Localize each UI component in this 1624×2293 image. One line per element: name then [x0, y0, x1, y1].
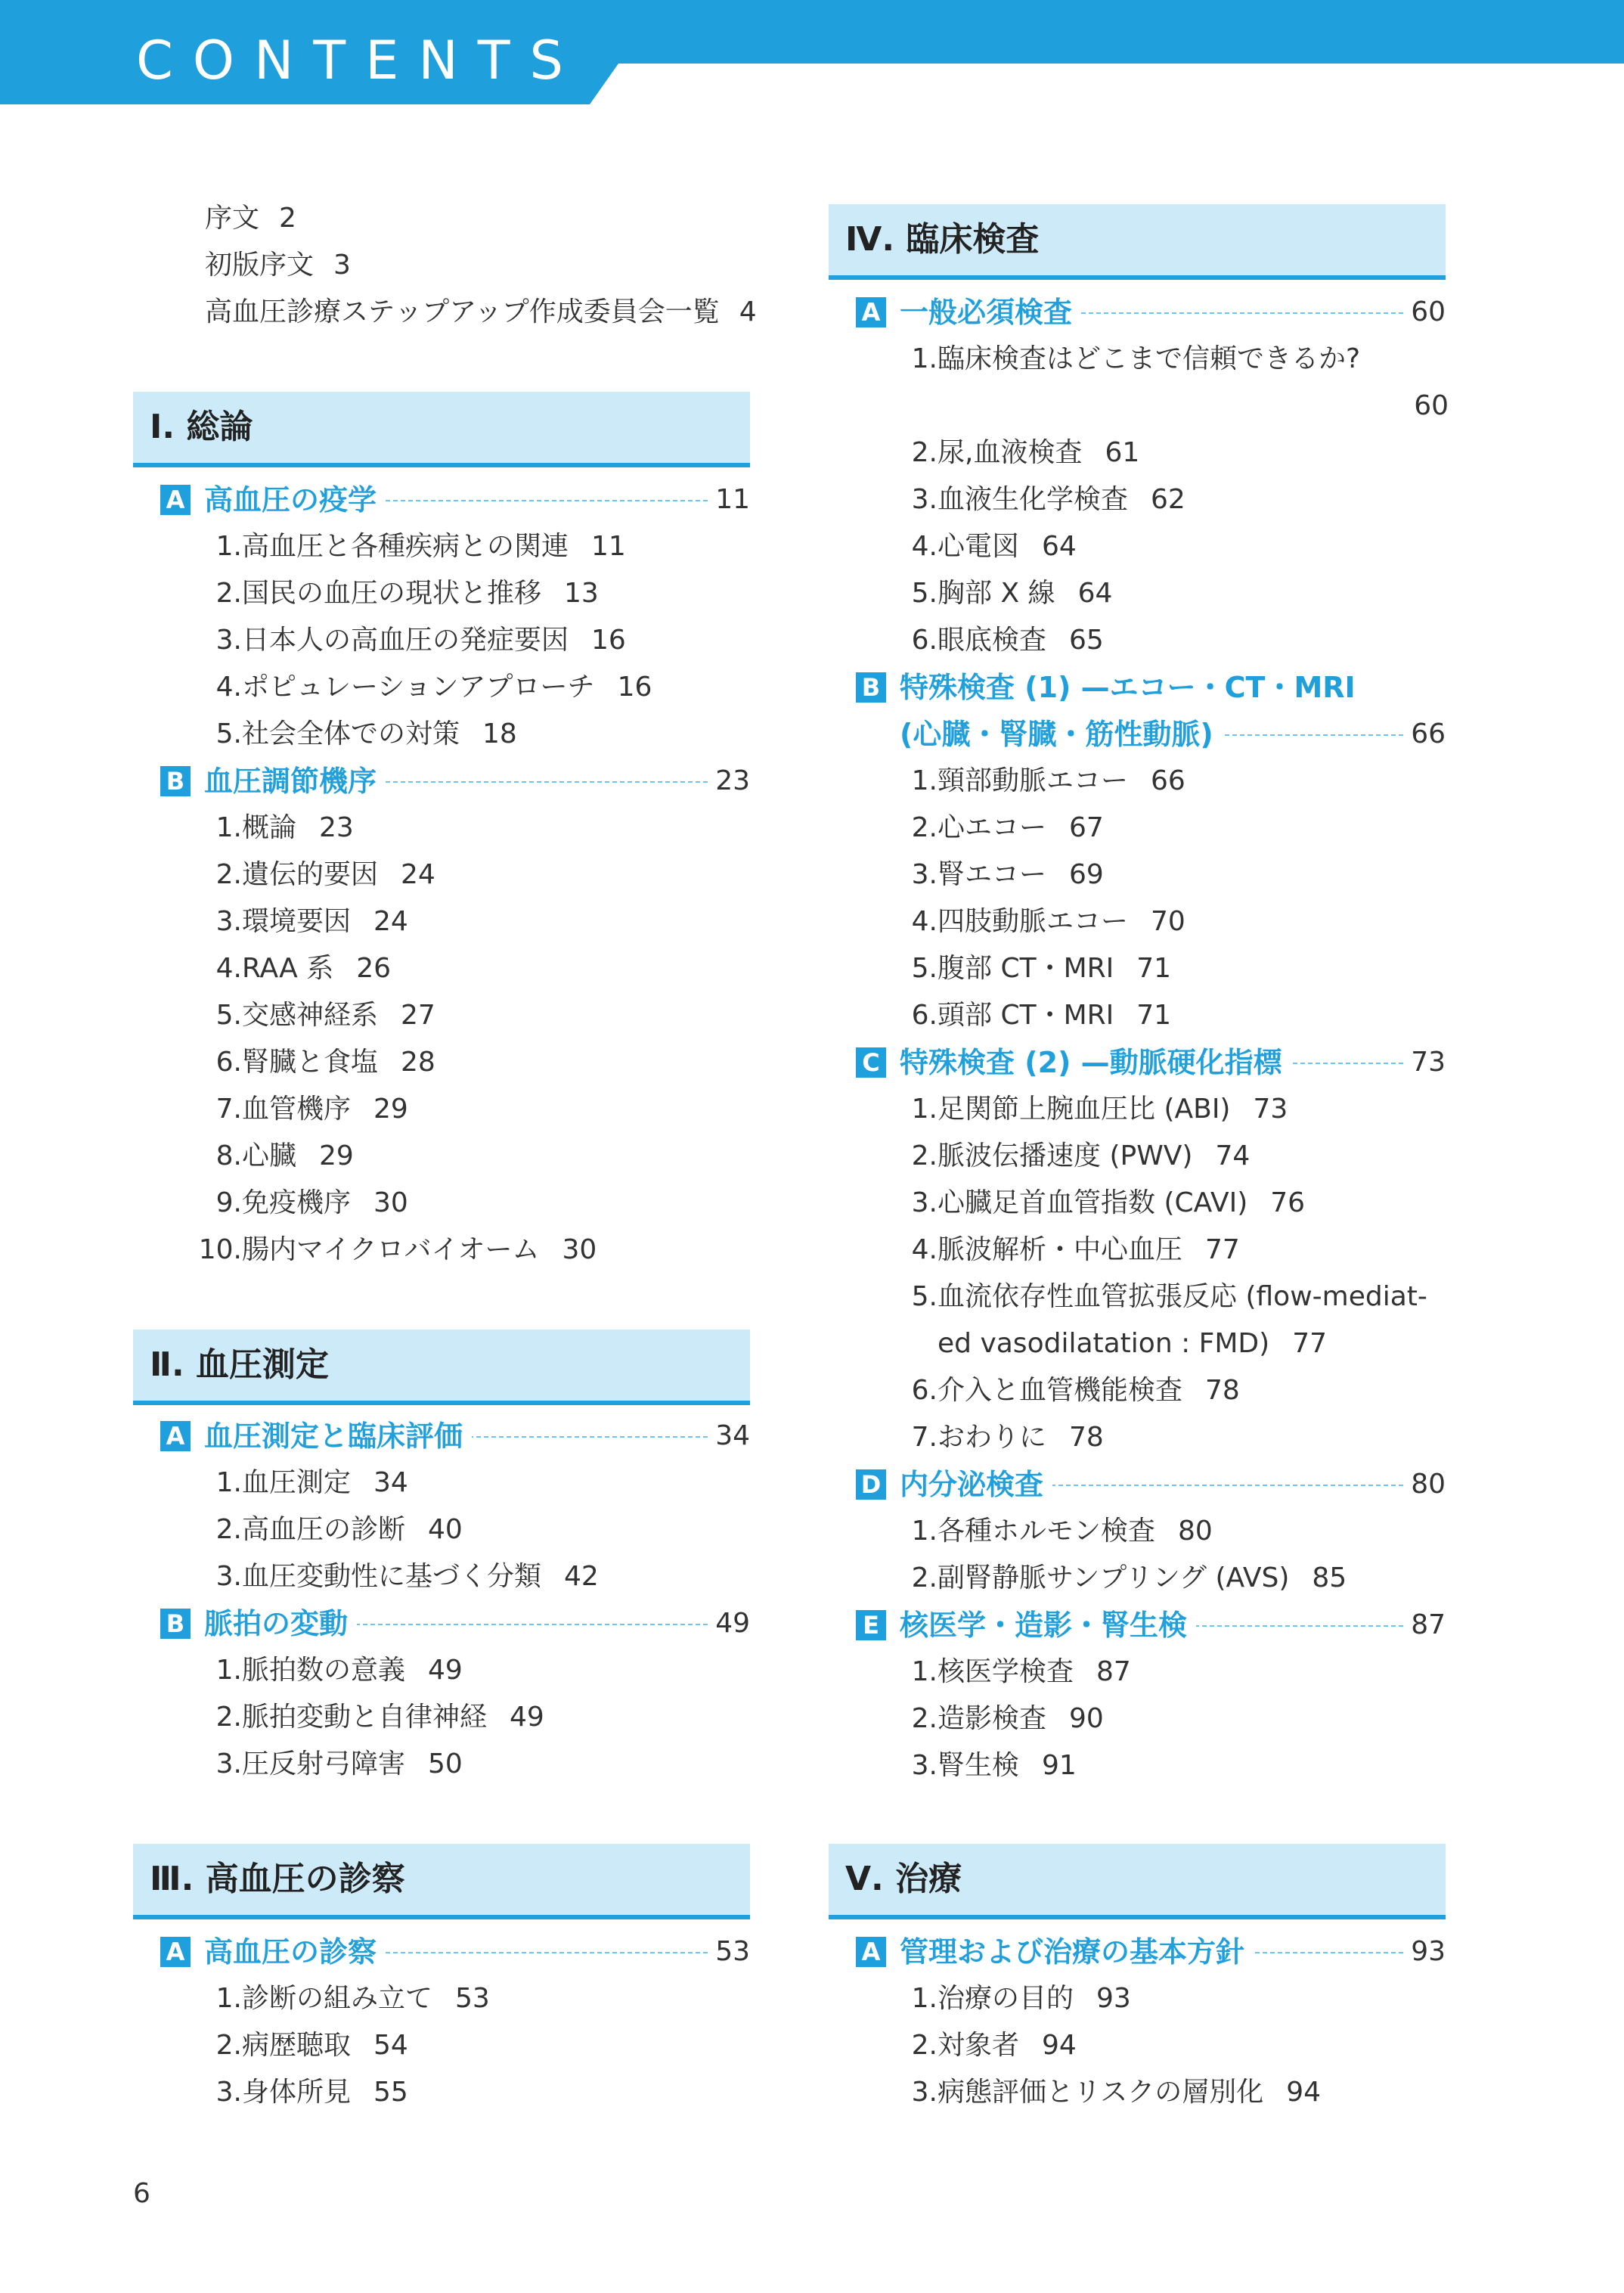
section-letter-badge: A — [856, 1937, 886, 1967]
section-title-line2: (心臓・腎臓・筋性動脈) — [900, 711, 1223, 758]
page-ref: 94 — [1042, 2030, 1077, 2061]
item-text: 尿,血液検査 — [938, 437, 1083, 468]
item-text: 血管機序 — [242, 1094, 352, 1125]
page-ref: 18 — [482, 718, 517, 749]
page-ref: 71 — [1136, 1000, 1172, 1031]
toc-item[interactable] — [894, 1180, 1305, 1227]
chapter-title: Ⅲ. 高血圧の診察 — [150, 1860, 405, 1898]
section-letter-badge: A — [160, 1937, 191, 1967]
section-title: 脈拍の変動 — [204, 1600, 357, 1647]
section-heading[interactable] — [856, 289, 1446, 336]
item-number: 7. — [215, 1094, 242, 1125]
page-ref: 50 — [428, 1748, 463, 1779]
toc-item[interactable] — [198, 570, 599, 617]
item-text: 交感神経系 — [242, 1000, 379, 1031]
item-number: 1. — [911, 765, 938, 796]
item-text: 治療の目的 — [938, 1983, 1074, 2014]
item-text: おわりに — [938, 1422, 1047, 1453]
item-number: 3. — [215, 1748, 242, 1779]
item-text: 脈波伝播速度 (PWV) — [938, 1140, 1193, 1171]
page-ref: 61 — [1105, 437, 1140, 468]
page-ref: 16 — [617, 672, 652, 703]
toc-item[interactable] — [198, 1694, 544, 1741]
page-ref: 90 — [1069, 1703, 1104, 1734]
chapter-heading[interactable] — [133, 392, 750, 467]
item-text: 社会全体での対策 — [242, 718, 460, 749]
page-ref: 13 — [564, 578, 599, 609]
item-number: 5. — [215, 1000, 242, 1031]
page-ref: 66 — [1411, 718, 1446, 749]
item-text: 血流依存性血管拡張反応 (flow-mediat- — [938, 1281, 1427, 1312]
preface-item[interactable] — [205, 195, 296, 242]
item-text: 日本人の高血圧の発症要因 — [242, 625, 569, 656]
section-heading[interactable] — [160, 758, 750, 805]
chapter-title: Ⅱ. 血圧測定 — [150, 1345, 330, 1384]
section-title: 特殊検査 (2) —動脈硬化指標 — [900, 1039, 1291, 1086]
item-text: 概論 — [242, 812, 297, 843]
item-number: 2. — [215, 2030, 242, 2061]
item-text: 病態評価とリスクの層別化 — [938, 2077, 1264, 2108]
preface-text: 序文 — [205, 203, 260, 234]
item-text: 心臓足首血管指数 (CAVI) — [938, 1187, 1248, 1218]
toc-item[interactable] — [198, 852, 435, 898]
item-number: 5. — [911, 1281, 938, 1312]
toc-item[interactable] — [894, 2069, 1321, 2116]
chapter-title: Ⅰ. 総論 — [150, 408, 253, 446]
toc-item[interactable] — [894, 1086, 1288, 1133]
item-text: 副腎静脈サンプリング (AVS) — [938, 1562, 1290, 1593]
item-text: 圧反射弓障害 — [242, 1748, 406, 1779]
toc-item[interactable] — [198, 1039, 435, 1086]
section-heading[interactable] — [160, 476, 750, 523]
item-number: 1. — [215, 812, 242, 843]
item-number: 6. — [215, 1047, 242, 1078]
chapter-heading[interactable] — [829, 204, 1446, 280]
toc-item[interactable] — [894, 430, 1139, 476]
chapter-heading[interactable] — [133, 1330, 750, 1405]
section-title: 一般必須検査 — [900, 289, 1081, 336]
item-number: 2. — [911, 1703, 938, 1734]
toc-item[interactable] — [198, 2022, 408, 2069]
item-text: 診断の組み立て — [242, 1983, 433, 2014]
item-text: 環境要因 — [242, 906, 352, 937]
item-text: 免疫機序 — [242, 1187, 352, 1218]
page-ref: 64 — [1042, 531, 1077, 562]
section-heading[interactable] — [856, 1461, 1446, 1508]
page-ref: 11 — [591, 531, 626, 562]
page-ref: 85 — [1312, 1562, 1347, 1593]
toc-item-continued[interactable] — [894, 1320, 1327, 1367]
toc-item[interactable] — [198, 1133, 354, 1180]
item-number: 1. — [911, 1094, 938, 1125]
toc-item[interactable] — [198, 1086, 408, 1133]
page-ref: 93 — [1411, 1936, 1446, 1967]
toc-item[interactable] — [894, 617, 1104, 664]
item-number: 3. — [911, 859, 938, 890]
section-heading[interactable] — [856, 664, 1446, 711]
item-text: 遺伝的要因 — [242, 859, 379, 890]
toc-item[interactable] — [198, 1180, 408, 1227]
toc-item[interactable] — [894, 1742, 1077, 1789]
item-number: 3. — [911, 484, 938, 515]
item-text: 頸部動脈エコー — [938, 765, 1129, 796]
item-number: 7. — [911, 1422, 938, 1453]
page-ref: 23 — [715, 765, 750, 796]
item-text: 腎エコー — [938, 859, 1047, 890]
item-number: 4. — [911, 531, 938, 562]
item-text-line2: ed vasodilatation : FMD) — [938, 1328, 1270, 1359]
item-number: 5. — [911, 953, 938, 984]
item-number: 1. — [911, 1983, 938, 2014]
toc-item[interactable] — [198, 1553, 599, 1600]
section-letter-badge: B — [160, 766, 191, 796]
page-ref: 30 — [373, 1187, 408, 1218]
section-title: 管理および治療の基本方針 — [900, 1928, 1254, 1975]
page-ref: 16 — [591, 625, 626, 656]
section-heading[interactable] — [160, 1413, 750, 1460]
page-ref: 60 — [1411, 296, 1446, 327]
item-number: 3. — [911, 1187, 938, 1218]
item-text: 造影検査 — [938, 1703, 1047, 1734]
page-ref: 77 — [1292, 1328, 1328, 1359]
page-ref: 87 — [1411, 1609, 1446, 1640]
item-number: 2. — [215, 1702, 242, 1733]
toc-item[interactable] — [198, 945, 391, 992]
section-letter-badge: E — [856, 1610, 886, 1640]
page-ref: 26 — [356, 953, 392, 984]
page-title: CONTENTS — [136, 29, 583, 92]
section-heading-continued[interactable] — [856, 711, 1446, 758]
page-ref: 27 — [401, 1000, 435, 1031]
toc-item[interactable] — [894, 476, 1185, 523]
toc-item[interactable] — [894, 1696, 1104, 1742]
toc-item[interactable] — [894, 1649, 1131, 1696]
item-text: 心電図 — [938, 531, 1020, 562]
item-text: 高血圧の診断 — [242, 1514, 406, 1545]
page-ref: 23 — [319, 812, 354, 843]
page-ref: 91 — [1042, 1750, 1077, 1781]
preface-item[interactable] — [205, 289, 757, 336]
toc-item[interactable] — [894, 1367, 1240, 1414]
toc-item[interactable] — [894, 1227, 1240, 1274]
toc-item[interactable] — [198, 1975, 490, 2022]
section-heading[interactable] — [856, 1928, 1446, 1975]
toc-item[interactable] — [894, 945, 1171, 992]
page-ref: 34 — [373, 1467, 408, 1498]
page-ref: 87 — [1096, 1656, 1131, 1687]
toc-item[interactable] — [894, 805, 1104, 852]
page-ref: 54 — [373, 2030, 408, 2061]
page-ref: 49 — [510, 1702, 544, 1733]
page-ref: 24 — [373, 906, 408, 937]
section-letter-badge: B — [856, 672, 886, 703]
item-number: 4. — [911, 1234, 938, 1265]
item-text: 四肢動脈エコー — [938, 906, 1129, 937]
page-ref: 29 — [319, 1140, 354, 1171]
page-ref: 78 — [1069, 1422, 1104, 1453]
item-text: 核医学検査 — [938, 1656, 1074, 1687]
page-ref: 11 — [715, 484, 750, 515]
item-number: 3. — [215, 906, 242, 937]
item-text: 対象者 — [938, 2030, 1020, 2061]
item-number: 2. — [911, 1140, 938, 1171]
page-ref: 77 — [1205, 1234, 1240, 1265]
item-number: 1. — [911, 1656, 938, 1687]
page-ref: 2 — [279, 203, 296, 234]
page-ref: 73 — [1253, 1094, 1288, 1125]
item-number: 4. — [215, 953, 242, 984]
page-ref: 49 — [428, 1655, 463, 1686]
item-text: 血液生化学検査 — [938, 484, 1129, 515]
page-ref: 49 — [715, 1608, 750, 1639]
item-text: 高血圧と各種疾病との関連 — [242, 531, 569, 562]
chapter-title: Ⅴ. 治療 — [845, 1860, 962, 1898]
item-text: 血圧変動性に基づく分類 — [242, 1561, 542, 1592]
item-text: 病歴聴取 — [242, 2030, 352, 2061]
item-text: 腎臓と食塩 — [242, 1047, 379, 1078]
page-ref: 40 — [428, 1514, 463, 1545]
page-ref: 80 — [1411, 1469, 1446, 1500]
page-ref: 62 — [1151, 484, 1185, 515]
toc-item[interactable] — [198, 617, 626, 664]
page-ref-continued: 60 — [1414, 390, 1449, 421]
page-ref: 29 — [373, 1094, 408, 1125]
section-letter-badge: C — [856, 1047, 886, 1078]
item-number: 6. — [911, 1375, 938, 1406]
toc-item[interactable] — [894, 898, 1185, 945]
preface-text: 高血圧診療ステップアップ作成委員会一覧 — [205, 296, 720, 327]
page-ref: 67 — [1069, 812, 1104, 843]
toc-item[interactable] — [198, 992, 435, 1039]
item-number: 1. — [215, 1655, 242, 1686]
page-ref: 42 — [564, 1561, 599, 1592]
page-ref: 28 — [401, 1047, 435, 1078]
item-number: 8. — [215, 1140, 242, 1171]
toc-item[interactable] — [198, 898, 408, 945]
page-ref: 71 — [1136, 953, 1172, 984]
page-ref: 3 — [333, 250, 351, 281]
toc-item[interactable] — [894, 2022, 1077, 2069]
page-ref: 94 — [1286, 2077, 1322, 2108]
item-number: 4. — [911, 906, 938, 937]
toc-item[interactable] — [198, 1647, 463, 1694]
toc-item[interactable] — [198, 523, 626, 570]
item-text: 身体所見 — [242, 2077, 352, 2108]
preface-item[interactable] — [205, 242, 351, 289]
item-text: 腸内マイクロバイオーム — [242, 1234, 540, 1265]
toc-item[interactable] — [894, 992, 1171, 1039]
page-ref: 55 — [373, 2077, 408, 2108]
item-number: 1. — [911, 1516, 938, 1547]
toc-item[interactable] — [198, 805, 354, 852]
section-title: 血圧測定と臨床評価 — [204, 1413, 472, 1460]
item-text: 臨床検査はどこまで信頼できるか? — [938, 343, 1361, 374]
page-number: 6 — [133, 2178, 150, 2209]
item-number: 3. — [911, 2077, 938, 2108]
section-letter-badge: B — [160, 1609, 191, 1639]
toc-item[interactable] — [198, 1460, 408, 1506]
toc-item[interactable] — [198, 711, 517, 758]
section-heading[interactable] — [856, 1602, 1446, 1649]
item-text: ポピュレーションアプローチ — [242, 672, 595, 703]
page-ref: 74 — [1215, 1140, 1251, 1171]
page-ref: 69 — [1069, 859, 1104, 890]
page-ref: 66 — [1151, 765, 1185, 796]
item-number: 2. — [911, 1562, 938, 1593]
toc-item[interactable] — [894, 1508, 1213, 1555]
item-number: 9. — [215, 1187, 242, 1218]
item-text: 心エコー — [938, 812, 1047, 843]
item-number: 1. — [911, 343, 938, 374]
page-ref: 30 — [562, 1234, 597, 1265]
toc-item[interactable] — [894, 1414, 1104, 1461]
item-text: 心臓 — [242, 1140, 297, 1171]
section-letter-badge: D — [856, 1469, 886, 1500]
item-number: 3. — [215, 1561, 242, 1592]
page-ref: 34 — [715, 1420, 750, 1451]
item-number: 2. — [911, 812, 938, 843]
item-text: 脈拍数の意義 — [242, 1655, 406, 1686]
page-ref: 80 — [1178, 1516, 1213, 1547]
item-number: 1. — [215, 531, 242, 562]
item-number: 6. — [911, 625, 938, 656]
item-number: 2. — [911, 437, 938, 468]
toc-item[interactable] — [198, 664, 652, 711]
section-title: 高血圧の診察 — [204, 1928, 386, 1975]
toc-item[interactable] — [894, 336, 1360, 383]
item-text: 頭部 CT・MRI — [938, 1000, 1114, 1031]
section-title: 血圧調節機序 — [204, 758, 386, 805]
item-number: 5. — [215, 718, 242, 749]
page-ref: 4 — [739, 296, 757, 327]
contents-banner — [0, 0, 1624, 104]
item-text: 腹部 CT・MRI — [938, 953, 1114, 984]
toc-item[interactable] — [894, 523, 1077, 570]
item-text: 腎生検 — [938, 1750, 1020, 1781]
chapter-heading[interactable] — [829, 1844, 1446, 1919]
section-heading[interactable] — [160, 1928, 750, 1975]
toc-item[interactable] — [894, 1555, 1347, 1602]
item-text: RAA 系 — [242, 953, 334, 984]
section-title: 核医学・造影・腎生検 — [900, 1602, 1196, 1649]
section-letter-badge: A — [160, 1421, 191, 1451]
item-text: 足関節上腕血圧比 (ABI) — [938, 1094, 1231, 1125]
page-ref: 53 — [455, 1983, 490, 2014]
section-letter-badge: A — [856, 297, 886, 327]
page-ref: 65 — [1069, 625, 1104, 656]
toc-item[interactable] — [894, 1975, 1131, 2022]
page-ref: 53 — [715, 1936, 750, 1967]
chapter-heading[interactable] — [133, 1844, 750, 1919]
section-heading[interactable] — [856, 1039, 1446, 1086]
section-heading[interactable] — [160, 1600, 750, 1647]
item-text: 各種ホルモン検査 — [938, 1516, 1156, 1547]
item-number: 3. — [215, 625, 242, 656]
item-number: 1. — [215, 1983, 242, 2014]
item-text: 国民の血圧の現状と推移 — [242, 578, 542, 609]
item-number: 6. — [911, 1000, 938, 1031]
chapter-title: Ⅳ. 臨床検査 — [845, 220, 1040, 259]
item-number: 1. — [215, 1467, 242, 1498]
toc-item[interactable] — [198, 1741, 463, 1788]
item-number: 4. — [215, 672, 242, 703]
toc-item[interactable] — [198, 2069, 408, 2116]
toc-item[interactable] — [894, 1133, 1250, 1180]
item-number: 2. — [911, 2030, 938, 2061]
page-ref: 73 — [1411, 1047, 1446, 1078]
item-text: 血圧測定 — [242, 1467, 352, 1498]
toc-item[interactable] — [894, 570, 1112, 617]
page-ref: 78 — [1205, 1375, 1240, 1406]
item-number: 3. — [911, 1750, 938, 1781]
item-number: 2. — [215, 1514, 242, 1545]
section-title: 内分泌検査 — [900, 1461, 1052, 1508]
toc-item[interactable] — [894, 852, 1104, 898]
preface-text: 初版序文 — [205, 250, 315, 281]
toc-item[interactable] — [198, 1227, 597, 1274]
page-ref: 70 — [1151, 906, 1185, 937]
item-text: 眼底検査 — [938, 625, 1047, 656]
item-number: 2. — [215, 859, 242, 890]
item-number: 5. — [911, 578, 938, 609]
item-number: 2. — [215, 578, 242, 609]
item-number: 3. — [215, 2077, 242, 2108]
section-title: 高血圧の疫学 — [204, 476, 386, 523]
item-text: 脈拍変動と自律神経 — [242, 1702, 488, 1733]
page-ref: 64 — [1077, 578, 1113, 609]
page-ref: 93 — [1096, 1983, 1131, 2014]
page-ref: 24 — [401, 859, 435, 890]
toc-item[interactable] — [198, 1506, 463, 1553]
item-text: 脈波解析・中心血圧 — [938, 1234, 1183, 1265]
item-text: 胸部 X 線 — [938, 578, 1055, 609]
item-number: 10. — [198, 1234, 242, 1265]
item-text: 介入と血管機能検査 — [938, 1375, 1183, 1406]
page-ref: 76 — [1270, 1187, 1306, 1218]
toc-item[interactable] — [894, 1274, 1427, 1320]
section-letter-badge: A — [160, 485, 191, 515]
toc-item[interactable] — [894, 758, 1185, 805]
section-title: 特殊検査 (1) —エコー・CT・MRI — [900, 664, 1365, 711]
